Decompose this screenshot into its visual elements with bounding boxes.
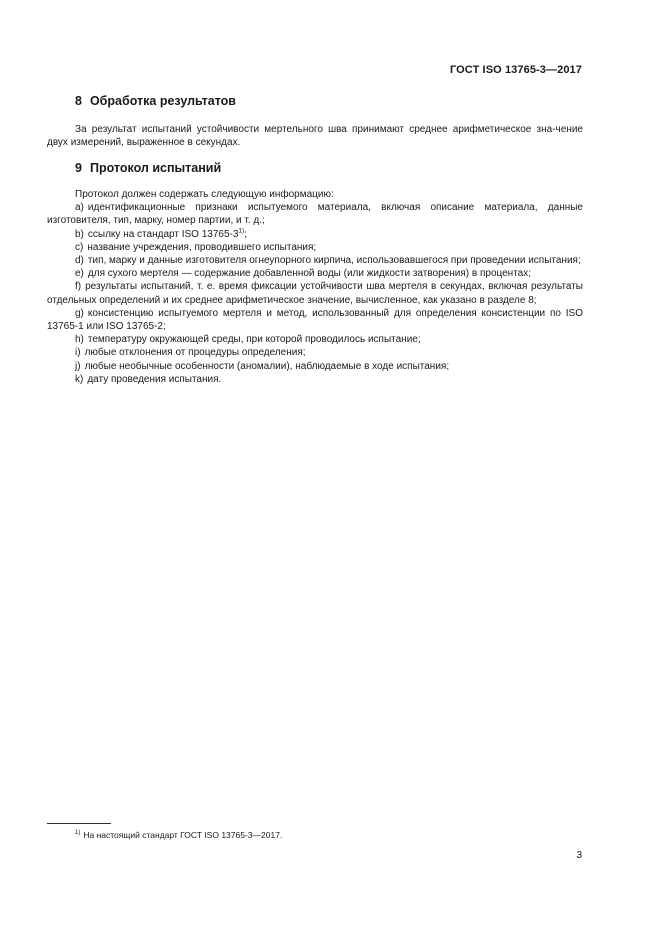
list-item-letter: a) [75,202,84,214]
list-item-text: результаты испытаний, т. е. время фиксации устойчивости шва мертеля в секундах, включая результаты отдельных определений и их среднее арифметическое значение, вычисленное, как указано в разделе 8; [47,281,583,306]
list-item-text: тип, марку и данные изготовителя огнеупорного кирпича, использовавшегося при проведении испытания; [87,255,581,267]
list-item [47,373,583,386]
section-9-title: Протокол испытаний [89,161,222,175]
footnote-reference: 1) [238,227,245,235]
list-item-text-tail: ; [244,228,247,240]
section-9-number: 9 [75,161,82,175]
list-item [47,307,583,333]
section-8-paragraph: За результат испытаний устойчивости мертельного шва принимают среднее арифметическое зна-чение двух измерений, выраженное в секундах. [47,124,583,149]
list-item [47,360,583,373]
list-item-letter: f) [75,281,82,293]
list-item [47,333,583,346]
list-item-text: консистенцию испытуемого мертеля и метод, использованный для определения консистенции по ISO 13765-1 или ISO 13765-2; [47,307,583,333]
list-item [47,267,583,280]
list-item-letter: i) [75,347,81,359]
list-item-letter: h) [75,334,84,346]
list-item-text: ссылку на стандарт ISO 13765-3 [87,228,239,240]
list-item-letter: c) [75,241,84,253]
list-item [47,241,583,254]
section-9-intro: Протокол должен содержать следующую информацию: [75,189,334,200]
list-item-text: любые отклонения от процедуры определения; [84,347,306,359]
footnote [75,830,282,840]
footnote-text: На настоящий стандарт ГОСТ ISO 13765-3—2017. [83,830,283,840]
list-item-letter: b) [75,228,84,240]
list-item [47,346,583,359]
list-item-letter: d) [75,255,84,267]
section-8-title: Обработка результатов [89,94,236,108]
list-item-letter: k) [75,373,84,385]
list-item [47,228,583,241]
list-item-letter: e) [75,268,84,280]
section-8-heading [75,94,236,108]
section-8-number: 8 [75,94,82,108]
footnote-marker: 1) [75,830,81,837]
list-item [47,254,583,267]
section-8-body [47,123,583,149]
list-item-letter: j) [75,360,81,372]
list-item-text: идентификационные признаки испытуемого материала, включая описание материала, данные изготовителя, тип, марку, номер партии, и т. д.; [47,202,583,227]
list-item-letter: g) [75,307,84,319]
list-item [47,280,583,306]
list-item-text: любые необычные особенности (аномалии), наблюдаемые в ходе испытания; [84,360,450,372]
page-number: 3 [576,850,582,861]
list-item-text: название учреждения, проводившего испытания; [87,241,317,253]
section-9-body [47,188,583,386]
list-item [47,201,583,227]
footnote-divider [47,823,111,824]
list-item-text: для сухого мертеля — содержание добавленной воды (или жидкости затворения) в процентах; [87,268,532,280]
list-item-text: дату проведения испытания. [87,373,222,385]
standard-header: ГОСТ ISO 13765-3—2017 [449,64,582,76]
list-item-text: температуру окружающей среды, при которой проводилось испытание; [87,334,421,346]
section-9-heading [75,161,221,175]
